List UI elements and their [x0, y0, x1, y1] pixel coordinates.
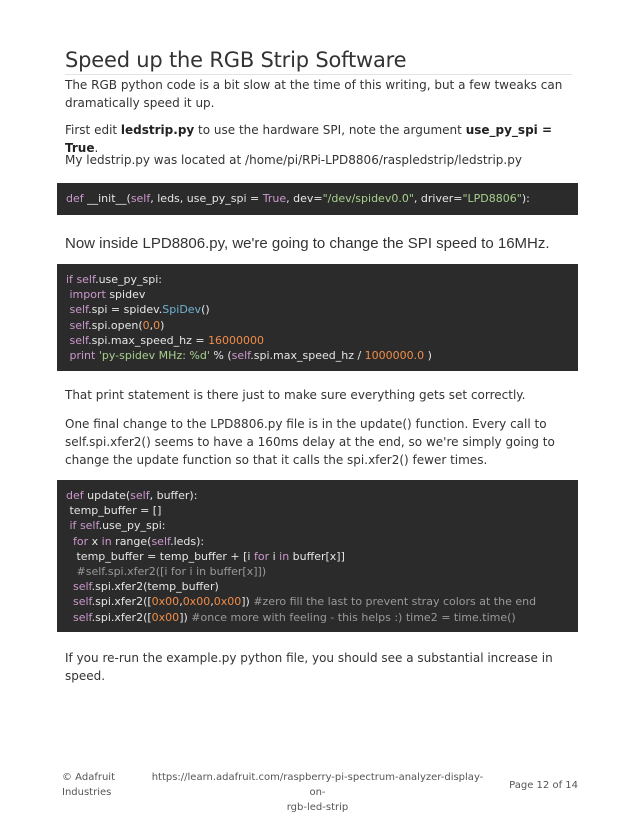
footer-copyright: © Adafruit Industries — [62, 772, 115, 798]
edit-text-2: to use the hardware SPI, note the argument — [194, 123, 466, 137]
edit-text-3: . — [94, 141, 99, 155]
intro-paragraph: The RGB python code is a bit slow at the time of this writing, but a few tweaks can dramatically speed it up. — [65, 78, 563, 110]
code-line: temp_buffer = [] — [66, 504, 162, 518]
print-note-paragraph: That print statement is there just to make sure everything gets set correctly. — [65, 388, 526, 402]
code-line: self.spi = spidev.SpiDev() — [69, 303, 210, 317]
location-paragraph: My ledstrip.py was located at /home/pi/RPi-LPD8806/raspledstrip/ledstrip.py — [65, 153, 522, 167]
code-line: self.spi.xfer2([0x00]) #once more with feeling - this helps :) time2 = time.time() — [73, 610, 516, 624]
code-line: if self.use_py_spi: — [66, 273, 163, 286]
edit-bold-argument: use_py_spi = True — [65, 123, 553, 155]
code-line: def __init__(self, leds, use_py_spi = True, dev="/dev/spidev0.0", driver="LPD8806"): — [66, 192, 530, 205]
code-line: self.spi.xfer2([0x00,0x00,0x00]) #zero fill the last to prevent stray colors at the end — [73, 595, 537, 609]
code-line: for x in range(self.leds): — [73, 534, 205, 548]
code-line: print 'py-spidev MHz: %d' % (self.spi.max_speed_hz / 1000000.0 ) — [69, 348, 432, 362]
code-line: #self.spi.xfer2([i for i in buffer[x]]) — [76, 564, 267, 578]
code-block-spi — [57, 264, 578, 371]
code-line: self.spi.max_speed_hz = 16000000 — [69, 333, 265, 347]
footer-page-number: Page 12 of 14 — [509, 780, 578, 791]
code-line: import spidev — [69, 288, 146, 302]
code-block-update — [57, 480, 578, 632]
section-subheading: Now inside LPD8806.py, we're going to change the SPI speed to 16MHz. — [65, 235, 550, 252]
edit-text-1: First edit — [65, 123, 121, 137]
code-block-init — [57, 183, 578, 215]
footer-url[interactable]: https://learn.adafruit.com/raspberry-pi-spectrum-analyzer-display-on- rgb-led-strip — [151, 772, 484, 813]
code-line: self.spi.xfer2(temp_buffer) — [73, 580, 219, 594]
edit-bold-filename: ledstrip.py — [120, 123, 195, 137]
update-paragraph: One final change to the LPD8806.py file is in the update() function. Every call to self.spi.xfer2() seems to have a 160ms delay at the end, so we're simply going to change the update function so that it calls the spi.xfer2() fewer times. — [65, 417, 555, 467]
code-line: temp_buffer = temp_buffer + [i for i in buffer[x]] — [66, 549, 345, 563]
code-line: if self.use_py_spi: — [69, 519, 166, 533]
title-divider — [65, 74, 572, 75]
page-title: Speed up the RGB Strip Software — [65, 48, 407, 72]
closing-paragraph: If you re-run the example.py python file, you should see a substantial increase in speed. — [65, 651, 553, 683]
code-line: self.spi.open(0,0) — [69, 318, 165, 332]
code-line: def update(self, buffer): — [66, 489, 198, 502]
